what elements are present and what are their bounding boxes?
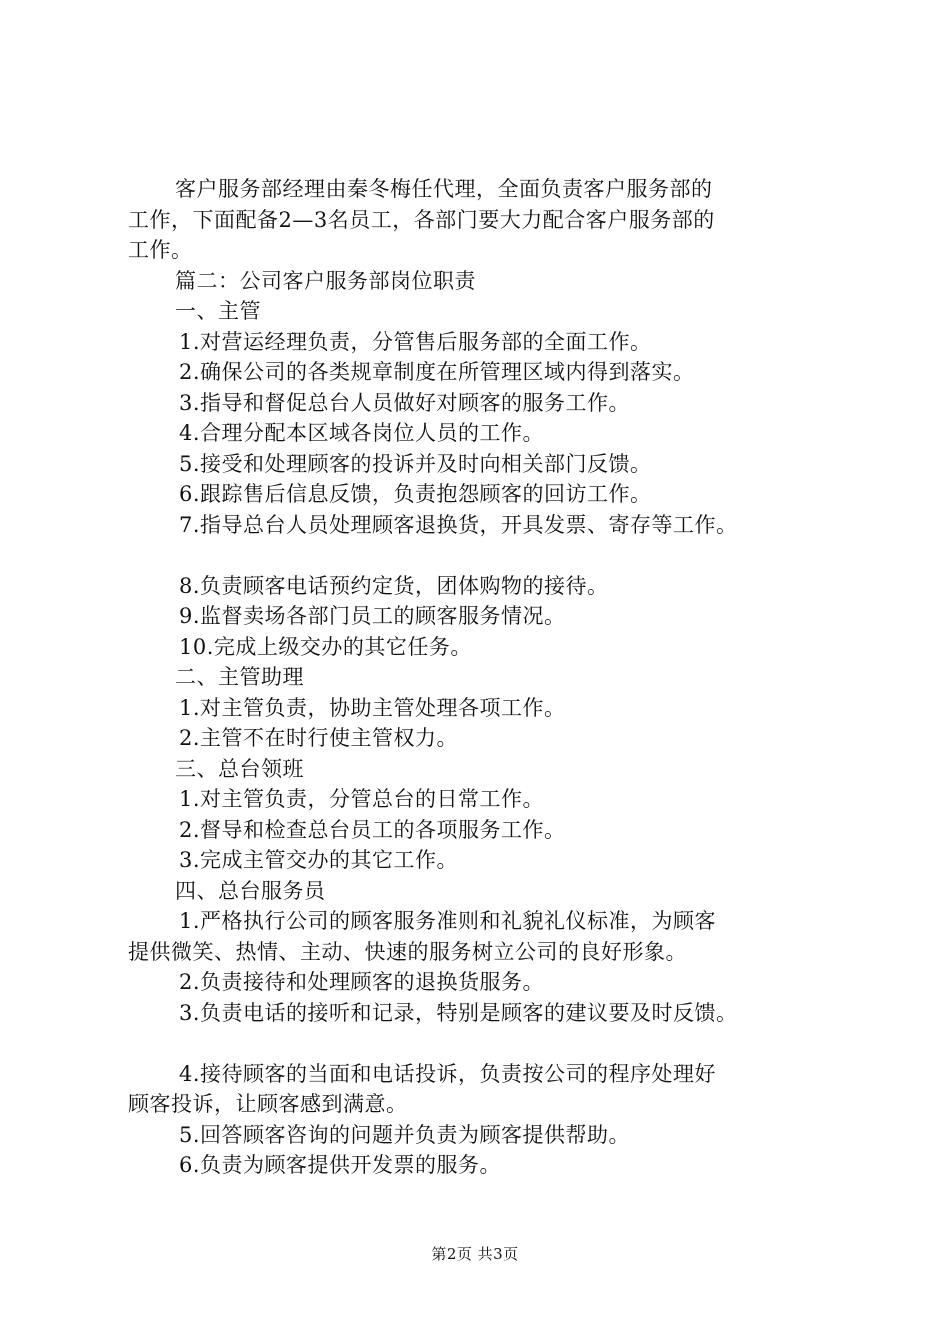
text-line: 篇二：公司客户服务部岗位职责	[175, 268, 476, 293]
text-line: 10.完成上级交办的其它任务。	[179, 634, 472, 659]
text-line: 四、总台服务员	[175, 878, 326, 903]
text-line: 1.严格执行公司的顾客服务准则和礼貌礼仪标准，为顾客	[179, 909, 717, 933]
text-line: 三、总台领班	[175, 756, 304, 781]
text-line: 客户服务部经理由秦冬梅任代理，全面负责客户服务部的	[175, 177, 713, 201]
text-line: 6.跟踪售后信息反馈，负责抱怨顾客的回访工作。	[179, 482, 652, 506]
text-line: 2.负责接待和处理顾客的退换货服务。	[179, 970, 545, 994]
text-line: 提供微笑、热情、主动、快速的服务树立公司的良好形象。	[128, 939, 687, 964]
page-footer: 第2页 共3页	[431, 1245, 519, 1263]
text-line: 9.监督卖场各部门员工的顾客服务情况。	[179, 604, 566, 628]
text-line: 5.回答顾客咨询的问题并负责为顾客提供帮助。	[179, 1122, 631, 1147]
text-line: 8.负责顾客电话预约定货，团体购物的接待。	[179, 573, 609, 598]
text-line: 1.对营运经理负责，分管售后服务部的全面工作。	[179, 329, 652, 354]
text-line: 工作，下面配备2—3名员工，各部门要大力配合客户服务部的	[128, 207, 715, 232]
text-line: 顾客投诉，让顾客感到满意。	[128, 1092, 408, 1116]
text-line: 工作。	[128, 238, 193, 262]
text-line: 2.主管不在时行使主管权力。	[179, 726, 459, 750]
blank-line	[128, 1028, 840, 1059]
text-line: 3.指导和督促总台人员做好对顾客的服务工作。	[179, 390, 631, 415]
text-line: 2.确保公司的各类规章制度在所管理区域内得到落实。	[179, 360, 695, 384]
text-line: 2.督导和检查总台员工的各项服务工作。	[179, 817, 566, 842]
text-line: 4.合理分配本区域各岗位人员的工作。	[179, 421, 545, 445]
text-line: 5.接受和处理顾客的投诉并及时向相关部门反馈。	[179, 451, 652, 476]
blank-line	[128, 540, 840, 571]
text-line: 6.负责为顾客提供开发票的服务。	[179, 1153, 502, 1177]
text-line: 1.对主管负责，协助主管处理各项工作。	[179, 695, 566, 720]
text-line: 一、主管	[175, 299, 261, 323]
document-body	[128, 174, 840, 1181]
text-line: 3.完成主管交办的其它工作。	[179, 848, 459, 872]
text-line: 二、主管助理	[175, 665, 304, 689]
text-line: 7.指导总台人员处理顾客退换货，开具发票、寄存等工作。	[179, 512, 738, 537]
text-line: 3.负责电话的接听和记录，特别是顾客的建议要及时反馈。	[179, 1000, 738, 1025]
text-line: 1.对主管负责，分管总台的日常工作。	[179, 787, 545, 811]
text-line: 4.接待顾客的当面和电话投诉，负责按公司的程序处理好	[179, 1061, 717, 1086]
